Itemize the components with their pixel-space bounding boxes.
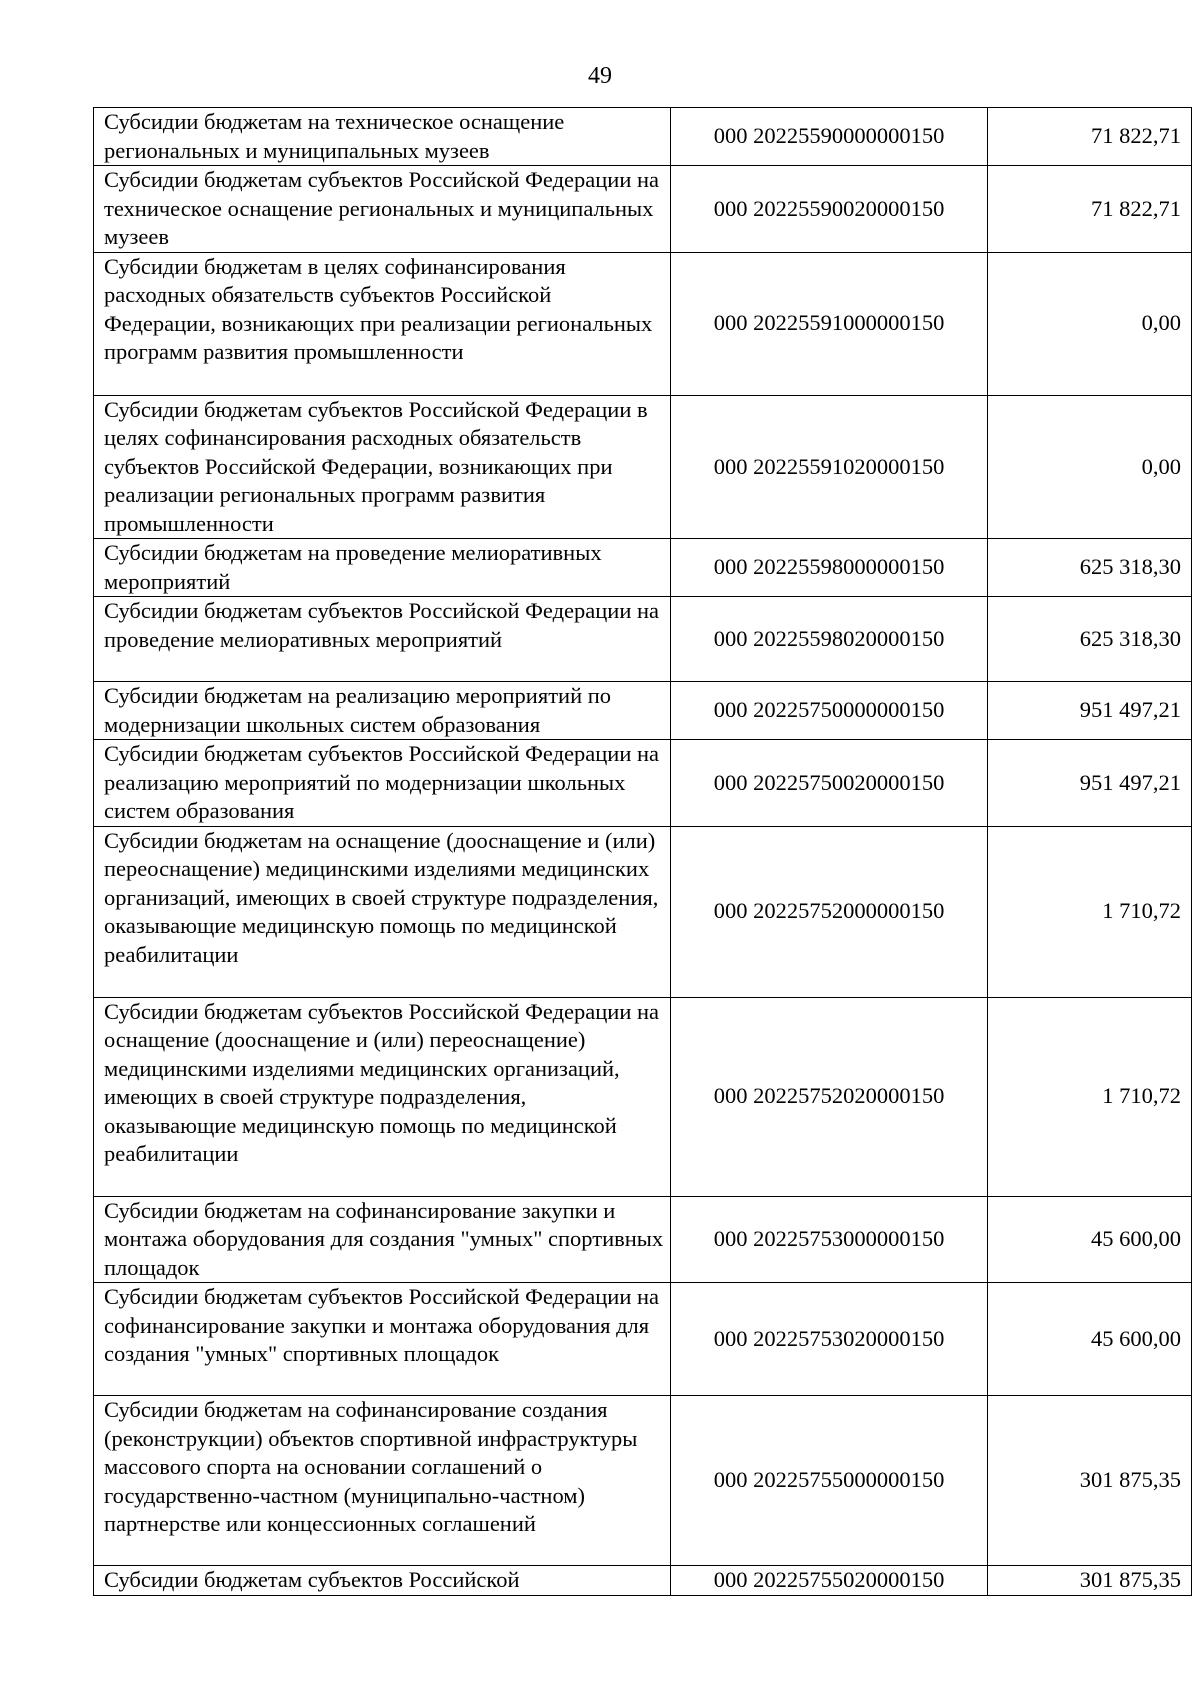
row-name-cell: Субсидии бюджетам на оснащение (дооснащение и (или) переоснащение) медицинскими изделиями медицинских организаций, имеющих в своей структуре подразделения, оказывающие медицинскую помощь по медицинской реабилитации (94, 826, 671, 997)
row-code-cell: 000 20225755020000150 (671, 1566, 988, 1596)
row-name-cell: Субсидии бюджетам на софинансирование создания (реконструкции) объектов спортивной инфраструктуры массового спорта на основании соглашений о государственно-частном (муниципально-частном) партнерстве или концессионных соглашений (94, 1396, 671, 1566)
row-code-cell: 000 20225590020000150 (671, 166, 988, 253)
row-name-cell: Субсидии бюджетам субъектов Российской (94, 1566, 671, 1596)
row-amount-cell: 951 497,21 (988, 740, 1192, 827)
row-code-cell: 000 20225750000000150 (671, 682, 988, 740)
row-code-cell: 000 20225591020000150 (671, 395, 988, 539)
table-body (94, 108, 1192, 1596)
row-name-cell: Субсидии бюджетам на техническое оснащение региональных и муниципальных музеев (94, 108, 671, 166)
row-amount-cell: 45 600,00 (988, 1196, 1192, 1283)
row-name-cell: Субсидии бюджетам на проведение мелиоративных мероприятий (94, 539, 671, 597)
table-row (94, 1396, 1192, 1566)
table-row (94, 539, 1192, 597)
row-amount-cell: 71 822,71 (988, 166, 1192, 253)
row-code-cell: 000 20225750020000150 (671, 740, 988, 827)
table-row (94, 997, 1192, 1196)
row-code-cell: 000 20225591000000150 (671, 252, 988, 395)
row-name-cell: Субсидии бюджетам субъектов Российской Федерации в целях софинансирования расходных обязательств субъектов Российской Федерации, возникающих при реализации региональных программ развития промышленности (94, 395, 671, 539)
row-code-cell: 000 20225752000000150 (671, 826, 988, 997)
row-code-cell: 000 20225753020000150 (671, 1283, 988, 1396)
row-name-cell: Субсидии бюджетам на софинансирование закупки и монтажа оборудования для создания "умных" спортивных площадок (94, 1196, 671, 1283)
row-amount-cell: 0,00 (988, 395, 1192, 539)
table-row (94, 108, 1192, 166)
table-row (94, 682, 1192, 740)
table-row (94, 1196, 1192, 1283)
page-number: 49 (588, 63, 612, 89)
row-code-cell: 000 20225753000000150 (671, 1196, 988, 1283)
row-name-cell: Субсидии бюджетам субъектов Российской Федерации на оснащение (дооснащение и (или) переоснащение) медицинскими изделиями медицинских организаций, имеющих в своей структуре подразделения, оказывающие медицинскую помощь по медицинской реабилитации (94, 997, 671, 1196)
table-row (94, 395, 1192, 539)
row-amount-cell: 45 600,00 (988, 1283, 1192, 1396)
row-amount-cell: 1 710,72 (988, 826, 1192, 997)
table-row (94, 597, 1192, 682)
row-amount-cell: 625 318,30 (988, 539, 1192, 597)
row-name-cell: Субсидии бюджетам субъектов Российской Федерации на проведение мелиоративных мероприятий (94, 597, 671, 682)
row-amount-cell: 951 497,21 (988, 682, 1192, 740)
budget-table (93, 107, 1192, 1596)
row-name-cell: Субсидии бюджетам субъектов Российской Федерации на софинансирование закупки и монтажа оборудования для создания "умных" спортивных площадок (94, 1283, 671, 1396)
row-code-cell: 000 20225590000000150 (671, 108, 988, 166)
row-amount-cell: 625 318,30 (988, 597, 1192, 682)
row-amount-cell: 71 822,71 (988, 108, 1192, 166)
row-code-cell: 000 20225752020000150 (671, 997, 988, 1196)
row-name-cell: Субсидии бюджетам на реализацию мероприятий по модернизации школьных систем образования (94, 682, 671, 740)
row-amount-cell: 0,00 (988, 252, 1192, 395)
row-name-cell: Субсидии бюджетам в целях софинансирования расходных обязательств субъектов Российской Федерации, возникающих при реализации региональных программ развития промышленности (94, 252, 671, 395)
row-amount-cell: 1 710,72 (988, 997, 1192, 1196)
row-name-cell: Субсидии бюджетам субъектов Российской Федерации на реализацию мероприятий по модернизации школьных систем образования (94, 740, 671, 827)
row-code-cell: 000 20225755000000150 (671, 1396, 988, 1566)
table-row (94, 252, 1192, 395)
row-code-cell: 000 20225598000000150 (671, 539, 988, 597)
table-row (94, 1283, 1192, 1396)
row-name-cell: Субсидии бюджетам субъектов Российской Федерации на техническое оснащение региональных и муниципальных музеев (94, 166, 671, 253)
table-row (94, 166, 1192, 253)
row-amount-cell: 301 875,35 (988, 1566, 1192, 1596)
row-code-cell: 000 20225598020000150 (671, 597, 988, 682)
table-row (94, 826, 1192, 997)
table-row (94, 740, 1192, 827)
table-row (94, 1566, 1192, 1596)
row-amount-cell: 301 875,35 (988, 1396, 1192, 1566)
